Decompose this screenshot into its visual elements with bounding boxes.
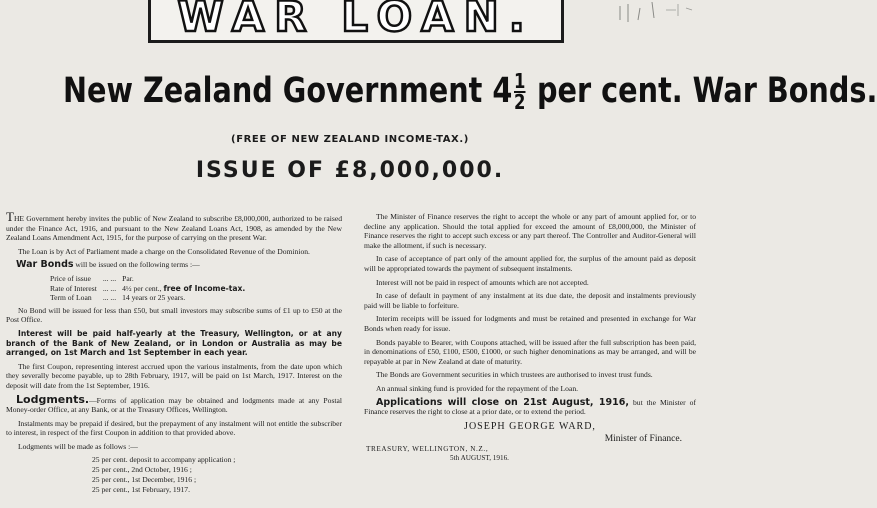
right-column bbox=[364, 212, 696, 464]
term-label: Rate of Interest bbox=[50, 283, 97, 293]
sinking-fund-paragraph: An annual sinking fund is provided for the repayment of the Loan. bbox=[376, 383, 579, 393]
lodgment-item: 25 per cent., 2nd October, 1916 ; bbox=[92, 465, 192, 475]
term-value-text: 4½ per cent., bbox=[122, 283, 162, 293]
term-dots: ... ... bbox=[102, 273, 117, 283]
interest-paid-paragraph: Interest will be paid half-yearly at the Treasury, Wellington, or at any branch of the Bank of New Zealand, or in London or Australia as may be arranged, on 1st March and 1st September in each year. bbox=[6, 328, 342, 358]
trustees-paragraph: The Bonds are Government securities in which trustees are authorised to invest trust funds. bbox=[376, 370, 653, 380]
partial-acceptance-paragraph: In case of acceptance of part only of the amount applied for, the surplus of the amount paid as deposit will be appropriated towards the payment of subsequent instalments. bbox=[364, 254, 696, 273]
term-dots: ... ... bbox=[102, 293, 117, 303]
applications-paragraph bbox=[364, 398, 696, 417]
lodgments-paragraph bbox=[6, 392, 342, 415]
signature-title: Minister of Finance. bbox=[604, 433, 682, 444]
lodgment-item: 25 per cent. deposit to accompany application ; bbox=[92, 455, 236, 465]
lodgment-item: 25 per cent., 1st February, 1917. bbox=[92, 484, 190, 494]
subheading: (FREE OF NEW ZEALAND INCOME-TAX.) bbox=[231, 134, 469, 145]
war-bonds-text: will be issued on the following terms :— bbox=[73, 260, 200, 270]
term-dots: ... ... bbox=[102, 283, 117, 293]
default-paragraph: In case of default in payment of any instalment at its due date, the deposit and instalments previously paid will be liable to forfeiture. bbox=[364, 291, 696, 310]
terms-table bbox=[50, 274, 251, 303]
charge-paragraph: The Loan is by Act of Parliament made a charge on the Consolidated Revenue of the Dominion. bbox=[18, 246, 310, 256]
term-value: 14 years or 25 years. bbox=[122, 293, 186, 303]
instalments-paragraph: Instalments may be prepaid if desired, but the prepayment of any instalment will not entitle the subscriber to interest, in respect of the first Coupon in addition to that provided above. bbox=[6, 418, 342, 438]
fraction-numerator: 1 bbox=[513, 69, 526, 93]
intro-paragraph bbox=[6, 209, 342, 243]
war-bonds-heading: War Bonds bbox=[16, 259, 74, 271]
headline bbox=[63, 69, 877, 114]
intro-text: HE Government hereby invites the public of New Zealand to subscribe £8,000,000, authorized to be raised under the Finance Act, 1916, and pursuant to the New Zealand Loans Act, 1908, as amended by the New Zealand Loans Amendment Act, 1915, for the purpose of carrying on the present War. bbox=[6, 214, 342, 243]
left-column bbox=[6, 209, 342, 495]
margin-pencil-marks bbox=[606, 0, 700, 60]
signature: JOSEPH GEORGE WARD, bbox=[464, 420, 596, 432]
headline-after: per cent. War Bonds. bbox=[527, 71, 877, 111]
lodgments-heading: Lodgments. bbox=[16, 392, 90, 406]
acceptance-paragraph: The Minister of Finance reserves the right to accept the whole or any part of amount applied for, or to decline any application. Should the total applied for exceed the amount of £8,000,000, the Minister of Finance reserves the right to accept such excess or any part thereof. The Controller and Auditor-General will make the allotment, if such is necessary. bbox=[364, 212, 696, 250]
lodgments-text: —Forms of application may be obtained and lodgments made at any Postal Money-order Office, at any Bank, or at the Treasury Offices, Wellington. bbox=[6, 395, 342, 415]
bonds-bearer-paragraph: Bonds payable to Bearer, with Coupons attached, will be issued after the full subscription has been paid, in denominations of £50, £100, £500, £1000, or such higher denominations as may be arranged, and will be repayable at par in New Zealand at date of maturity. bbox=[364, 337, 696, 366]
lodgment-schedule bbox=[92, 455, 342, 494]
applications-text: but the Minister of Finance reserves the right to close at a prior date, or to extend the period. bbox=[364, 397, 697, 417]
headline-fraction bbox=[513, 69, 526, 114]
fraction-denominator: 2 bbox=[513, 90, 526, 114]
issue-line: ISSUE OF £8,000,000. bbox=[195, 158, 505, 183]
war-bonds-paragraph bbox=[6, 260, 342, 270]
banner-frame bbox=[148, 0, 564, 43]
term-label: Price of issue bbox=[50, 273, 91, 283]
issuing-place: TREASURY, WELLINGTON, N.Z., bbox=[366, 444, 489, 453]
issue-date: 5th AUGUST, 1916. bbox=[450, 454, 509, 463]
term-value bbox=[122, 284, 251, 294]
interim-receipts-paragraph: Interim receipts will be issued for lodgments and must be retained and presented in exchange for War Bonds when ready for issue. bbox=[364, 314, 696, 333]
drop-cap: T bbox=[6, 209, 14, 224]
lodgments-intro: Lodgments will be made as follows :— bbox=[18, 441, 138, 451]
applications-heading: Applications will close on 21st August, 1916, bbox=[376, 396, 629, 408]
headline-before: New Zealand Government 4 bbox=[63, 71, 513, 111]
term-row bbox=[50, 274, 251, 284]
term-row bbox=[50, 293, 251, 303]
term-row bbox=[50, 284, 251, 294]
no-bond-paragraph: No Bond will be issued for less than £50, but small investors may subscribe sums of £1 up to £50 at the Post Office. bbox=[6, 305, 342, 325]
no-interest-paragraph: Interest will not be paid in respect of amounts which are not accepted. bbox=[376, 277, 589, 287]
term-value-extra: free of Income-tax. bbox=[163, 283, 246, 293]
banner-title: WAR LOAN. bbox=[177, 0, 535, 41]
first-coupon-paragraph: The first Coupon, representing interest accrued upon the various instalments, from the date upon which they severally become payable, up to 28th February, 1917, will be paid on 1st March, 1917. Interest on the deposit will date from the 1st September, 1916. bbox=[6, 361, 342, 390]
term-value: Par. bbox=[122, 273, 134, 283]
term-label: Term of Loan bbox=[50, 293, 92, 303]
lodgment-item: 25 per cent., 1st December, 1916 ; bbox=[92, 475, 197, 485]
